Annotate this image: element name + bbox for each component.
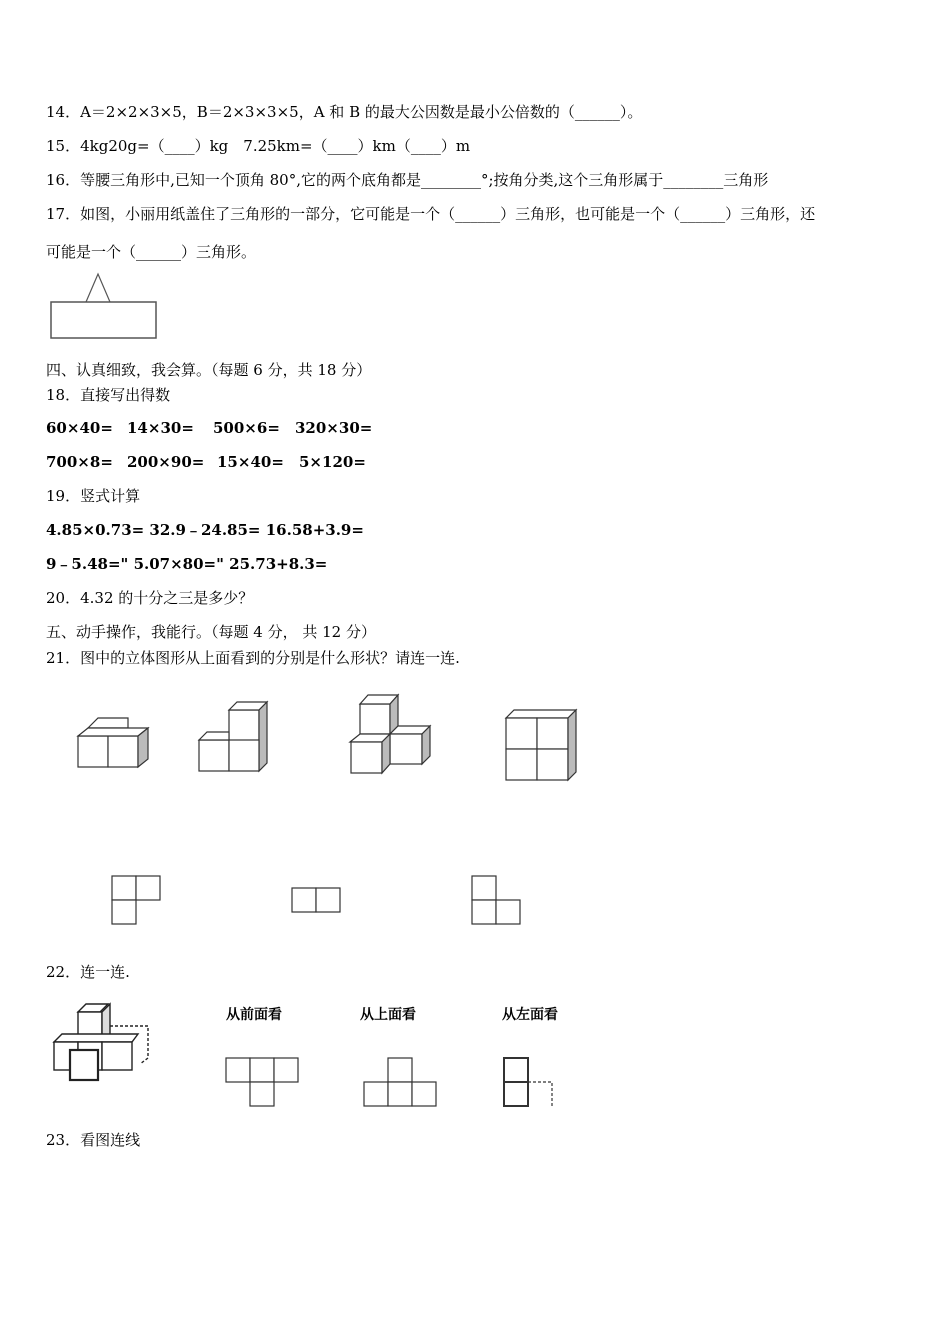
view-shape-front — [224, 1056, 304, 1110]
calc-item: 500×6= — [213, 419, 280, 437]
question-20: 20．4.32 的十分之三是多少？ — [46, 589, 254, 607]
top-view-shape-3 — [470, 874, 524, 926]
top-view-shape-1 — [110, 874, 164, 926]
question-15: 15．4kg20g=（____）kg 7.25km=（____）km（____）m — [46, 137, 471, 155]
question-18: 18．直接写出得数 — [46, 386, 171, 404]
question-17-line1: 17．如图，小丽用纸盖住了三角形的一部分，它可能是一个（______）三角形，也可能是一个（______）三角形，还 — [46, 205, 816, 223]
covered-triangle-figure — [48, 270, 160, 342]
calc-item: 320×30= — [295, 419, 373, 437]
view-shape-left — [502, 1056, 556, 1110]
question-19-line2: 9﹣5.48=" 5.07×80=" 25.73+8.3= — [46, 555, 328, 573]
question-19: 19．竖式计算 — [46, 487, 141, 505]
solid-figure-4 — [502, 708, 580, 784]
question-23: 23．看图连线 — [46, 1131, 141, 1149]
calc-item: 60×40= — [46, 419, 113, 437]
solid-figure-3 — [348, 692, 434, 776]
question-16: 16．等腰三角形中,已知一个顶角 80°,它的两个底角都是________°;按角分类,这个三角形属于________三角形 — [46, 171, 769, 189]
question-19-line1: 4.85×0.73= 32.9﹣24.85= 16.58+3.9= — [46, 521, 364, 539]
view-label-left: 从左面看 — [502, 1007, 558, 1023]
question-14: 14．A＝2×2×3×5，B＝2×3×3×5，A 和 B 的最大公因数是最小公倍数的（______）。 — [46, 103, 643, 121]
solid-figure-q22 — [48, 1000, 160, 1086]
calc-item: 14×30= — [127, 419, 194, 437]
view-shape-top — [362, 1056, 442, 1110]
view-label-front: 从前面看 — [226, 1007, 282, 1023]
calc-item: 200×90= — [127, 453, 205, 471]
section-4-title: 四、认真细致，我会算。（每题 6 分，共 18 分） — [46, 361, 372, 379]
question-22: 22．连一连. — [46, 963, 130, 981]
calc-item: 5×120= — [299, 453, 366, 471]
question-21: 21．图中的立体图形从上面看到的分别是什么形状？请连一连. — [46, 649, 460, 667]
solid-figure-2 — [197, 700, 273, 774]
question-17-line2: 可能是一个（______）三角形。 — [46, 243, 257, 261]
solid-figure-1 — [76, 716, 152, 770]
view-label-top: 从上面看 — [360, 1007, 416, 1023]
calc-item: 700×8= — [46, 453, 113, 471]
top-view-shape-2 — [290, 886, 344, 914]
calc-item: 15×40= — [217, 453, 284, 471]
section-5-title: 五、动手操作，我能行。（每题 4 分， 共 12 分） — [46, 623, 376, 641]
